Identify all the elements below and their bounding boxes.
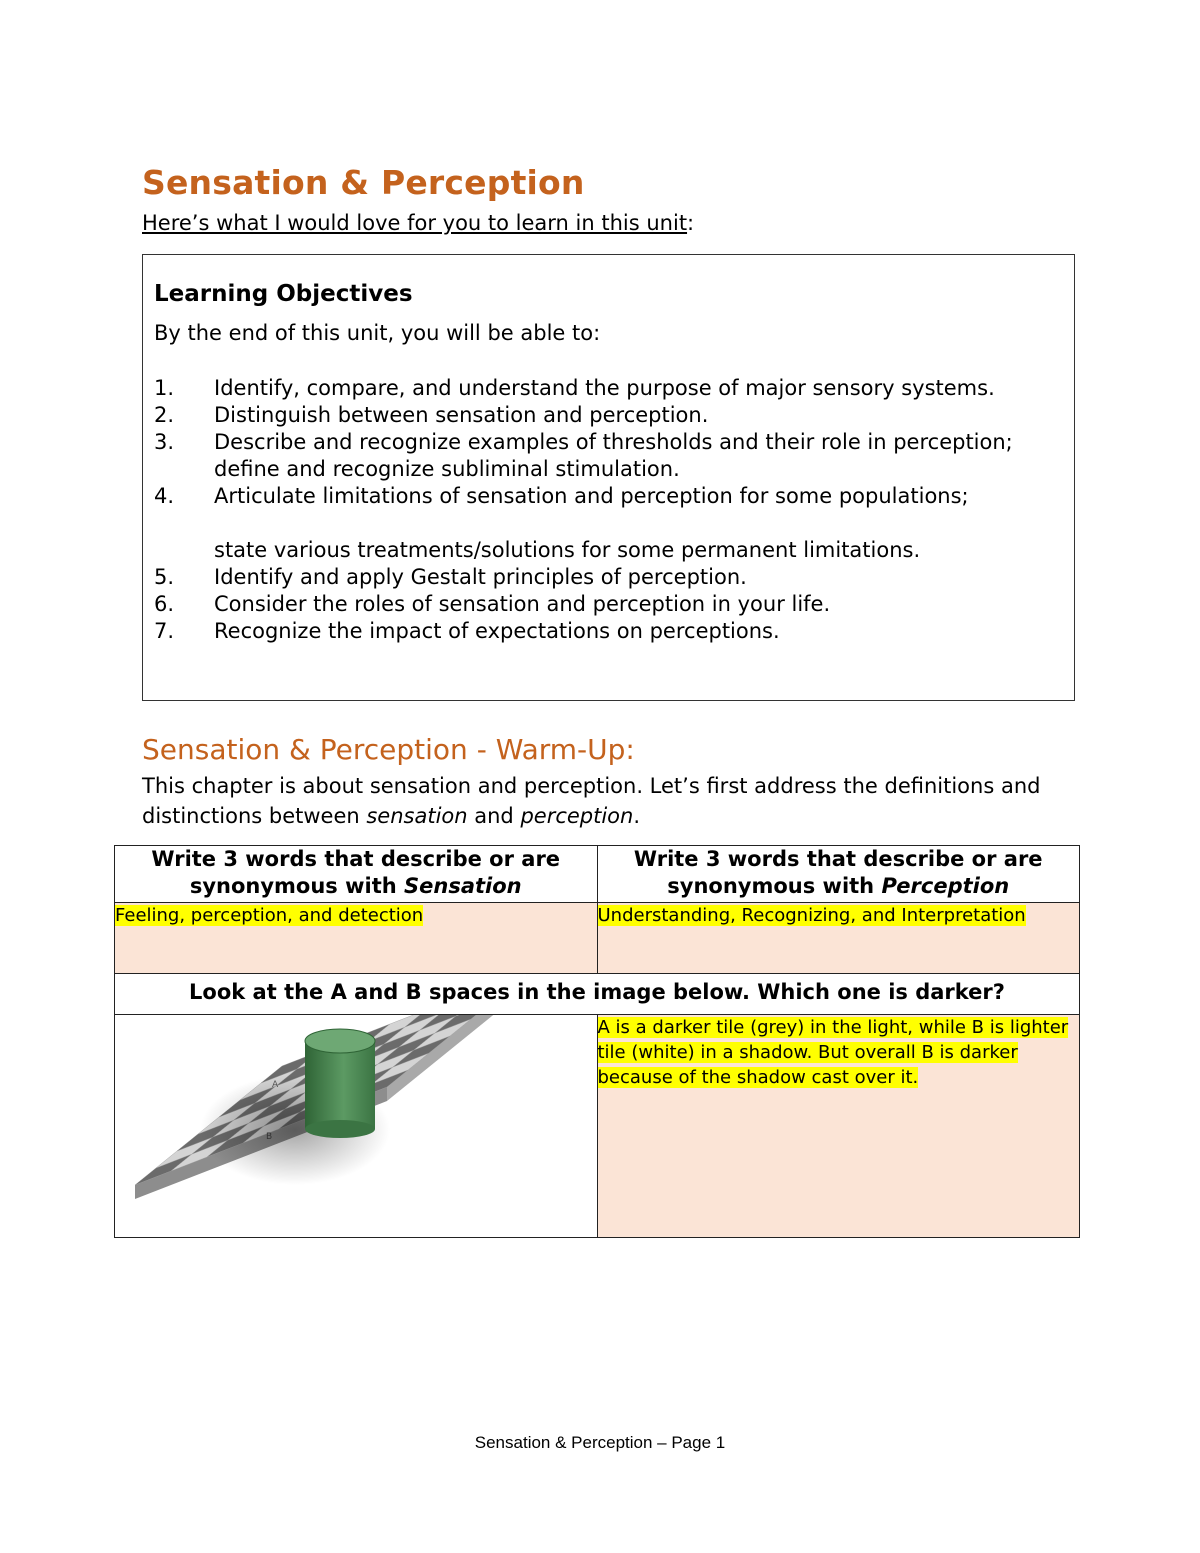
page-footer: Sensation & Perception – Page 1 bbox=[474, 1433, 726, 1452]
objective-text-continued: state various treatments/solutions for some permanent limitations. bbox=[214, 538, 921, 562]
objective-text: Identify, compare, and understand the purpose of major sensory systems. bbox=[214, 376, 995, 400]
learning-objectives-box bbox=[142, 254, 1075, 701]
objective-number: 4. bbox=[154, 484, 175, 508]
warmup-text-part: This chapter is about sensation and perception. Let’s first address the definitions and distinctions between bbox=[142, 774, 1041, 828]
header-perception bbox=[597, 846, 1080, 903]
objective-item bbox=[154, 591, 1069, 618]
objective-item bbox=[154, 375, 1069, 402]
intro-colon: : bbox=[687, 211, 695, 235]
objective-text: Recognize the impact of expectations on perceptions. bbox=[214, 619, 780, 643]
answer-cell-sensation[interactable] bbox=[115, 903, 598, 974]
page-title: Sensation & Perception bbox=[142, 163, 585, 202]
checker-shadow-illusion-image bbox=[115, 1015, 595, 1233]
warmup-text-part: and bbox=[467, 804, 521, 828]
header-text: Write 3 words that describe or are synonymous with bbox=[151, 847, 561, 898]
objective-number: 6. bbox=[154, 592, 175, 616]
warmup-table bbox=[114, 845, 1080, 1238]
warmup-text bbox=[142, 771, 1042, 831]
objective-text: Identify and apply Gestalt principles of perception. bbox=[214, 565, 747, 589]
objective-item bbox=[154, 483, 1069, 564]
objectives-heading: Learning Objectives bbox=[154, 281, 413, 307]
answer-cell-perception[interactable] bbox=[597, 903, 1080, 974]
objective-number: 1. bbox=[154, 376, 175, 400]
objective-number: 7. bbox=[154, 619, 175, 643]
objective-text: Articulate limitations of sensation and perception for some populations; bbox=[214, 484, 969, 508]
warmup-text-part: . bbox=[633, 804, 641, 828]
objective-item bbox=[154, 564, 1069, 591]
header-text: Write 3 words that describe or are synonymous with bbox=[633, 847, 1043, 898]
warmup-title: Sensation & Perception - Warm-Up: bbox=[142, 733, 635, 766]
warmup-emphasis-perception: perception bbox=[520, 804, 634, 828]
answer-sensation: Feeling, perception, and detection bbox=[115, 905, 424, 926]
header-emphasis: Perception bbox=[881, 874, 1010, 898]
objectives-list bbox=[154, 375, 1069, 645]
illusion-answer-cell[interactable] bbox=[597, 1015, 1080, 1238]
objectives-lead: By the end of this unit, you will be able to: bbox=[154, 321, 601, 345]
question-row: Look at the A and B spaces in the image below. Which one is darker? bbox=[115, 974, 1080, 1015]
tile-label-a: A bbox=[272, 1080, 279, 1090]
intro-text bbox=[142, 211, 694, 235]
objective-number: 3. bbox=[154, 430, 175, 454]
objective-text: Consider the roles of sensation and perception in your life. bbox=[214, 592, 831, 616]
header-emphasis: Sensation bbox=[404, 874, 522, 898]
illusion-image-cell bbox=[115, 1015, 598, 1238]
objective-item bbox=[154, 429, 1069, 483]
answer-perception: Understanding, Recognizing, and Interpretation bbox=[597, 905, 1026, 926]
objective-item bbox=[154, 618, 1069, 645]
illusion-answer: A is a darker tile (grey) in the light, while B is lighter tile (white) in a shadow. But overall B is darker because of the shadow cast over it. bbox=[597, 1017, 1069, 1088]
objective-text: Distinguish between sensation and perception. bbox=[214, 403, 709, 427]
objective-number: 2. bbox=[154, 403, 175, 427]
intro-underlined: Here’s what I would love for you to learn in this unit bbox=[142, 211, 688, 235]
green-cylinder bbox=[305, 1029, 375, 1138]
header-sensation bbox=[115, 846, 598, 903]
warmup-emphasis-sensation: sensation bbox=[366, 804, 468, 828]
objective-item bbox=[154, 402, 1069, 429]
tile-label-b: B bbox=[266, 1132, 273, 1142]
objective-text: Describe and recognize examples of thresholds and their role in perception; define and recognize subliminal stimulation. bbox=[214, 430, 1013, 481]
objective-number: 5. bbox=[154, 565, 175, 589]
